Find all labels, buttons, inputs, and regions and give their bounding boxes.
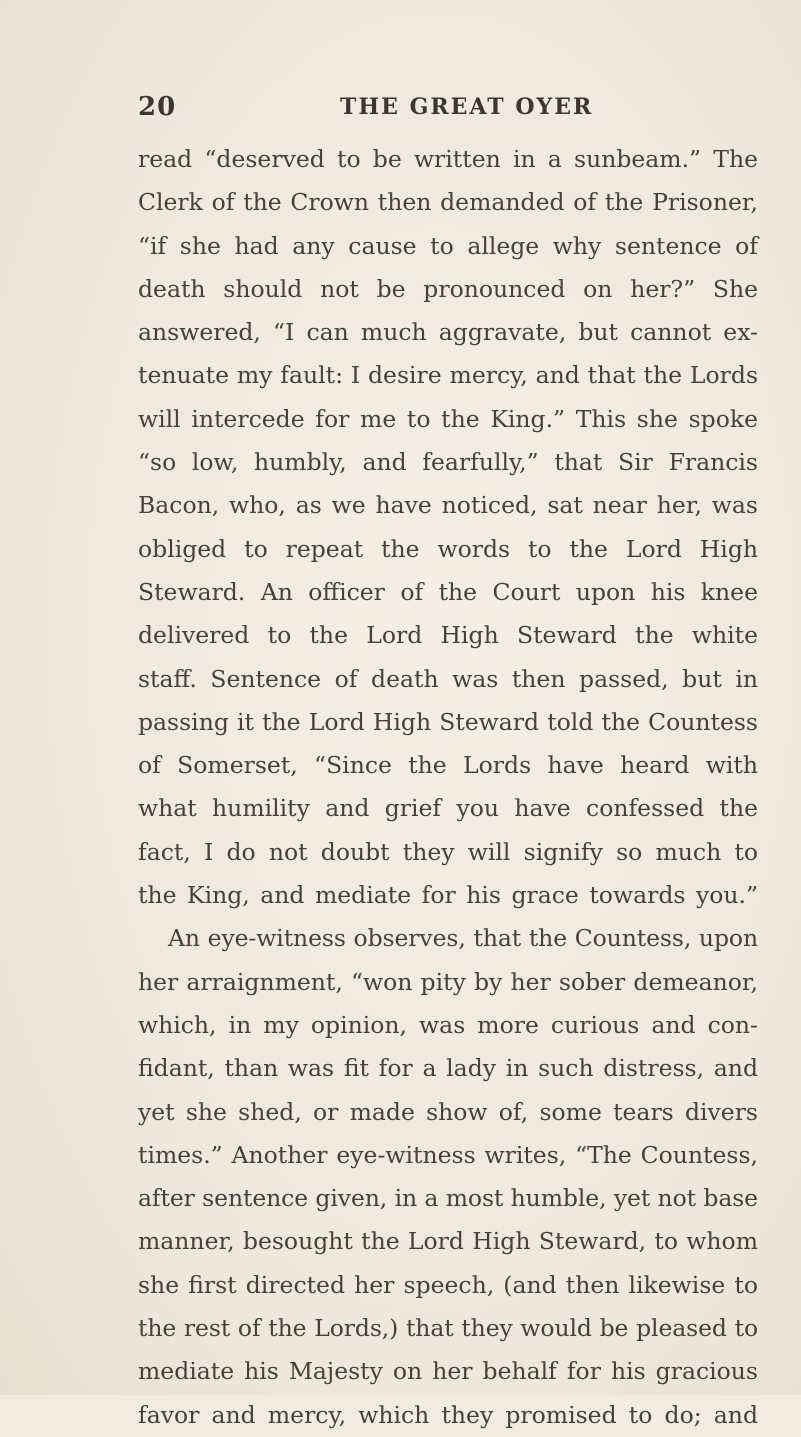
text-line: after sentence given, in a most humble, yet not base xyxy=(138,1184,758,1213)
text-line: times.” Another eye-witness writes, “The Countess, xyxy=(138,1140,758,1169)
text-line: the King, and mediate for his grace towards you.” xyxy=(138,881,758,910)
text-line: favor and mercy, which they promised to do; and xyxy=(138,1400,758,1429)
text-line: her arraignment, “won pity by her sober demeanor, xyxy=(138,967,758,996)
text-line: the rest of the Lords,) that they would be pleased to xyxy=(138,1314,758,1343)
text-line: fidant, than was fit for a lady in such distress, and xyxy=(138,1054,758,1083)
running-title: THE GREAT OYER xyxy=(340,94,594,120)
running-head xyxy=(138,92,758,132)
text-line: answered, “I can much aggravate, but cannot ex- xyxy=(138,318,758,347)
text-line: will intercede for me to the King.” This she spoke xyxy=(138,404,758,433)
text-line: delivered to the Lord High Steward the white xyxy=(138,621,758,650)
page-number: 20 xyxy=(138,92,177,122)
text-line: tenuate my fault: I desire mercy, and that the Lords xyxy=(138,361,758,390)
text-line: staff. Sentence of death was then passed, but in xyxy=(138,664,758,693)
text-line: “if she had any cause to allege why sentence of xyxy=(138,231,758,260)
text-line: which, in my opinion, was more curious and con- xyxy=(138,1010,758,1039)
text-line: death should not be pronounced on her?” She xyxy=(138,274,758,303)
text-line: of Somerset, “Since the Lords have heard with xyxy=(138,751,758,780)
text-line: mediate his Majesty on her behalf for his gracious xyxy=(138,1357,758,1386)
text-line: manner, besought the Lord High Steward, to whom xyxy=(138,1227,758,1256)
text-line: she first directed her speech, (and then likewise to xyxy=(138,1270,758,1299)
text-line: what humility and grief you have confessed the xyxy=(138,794,758,823)
text-line: Bacon, who, as we have noticed, sat near her, was xyxy=(138,491,758,520)
text-line: Clerk of the Crown then demanded of the Prisoner, xyxy=(138,188,758,217)
text-line: passing it the Lord High Steward told the Countess xyxy=(138,707,758,736)
text-line: An eye-witness observes, that the Countess, upon xyxy=(168,924,758,953)
text-line: obliged to repeat the words to the Lord High xyxy=(138,534,758,563)
text-line: yet she shed, or made show of, some tears divers xyxy=(138,1097,758,1126)
body-text xyxy=(138,138,758,1437)
text-line: read “deserved to be written in a sunbeam.” The xyxy=(138,145,758,173)
text-line: fact, I do not doubt they will signify so much to xyxy=(138,837,758,866)
text-line: Steward. An officer of the Court upon his knee xyxy=(138,577,758,606)
text-line: “so low, humbly, and fearfully,” that Sir Francis xyxy=(138,448,758,477)
